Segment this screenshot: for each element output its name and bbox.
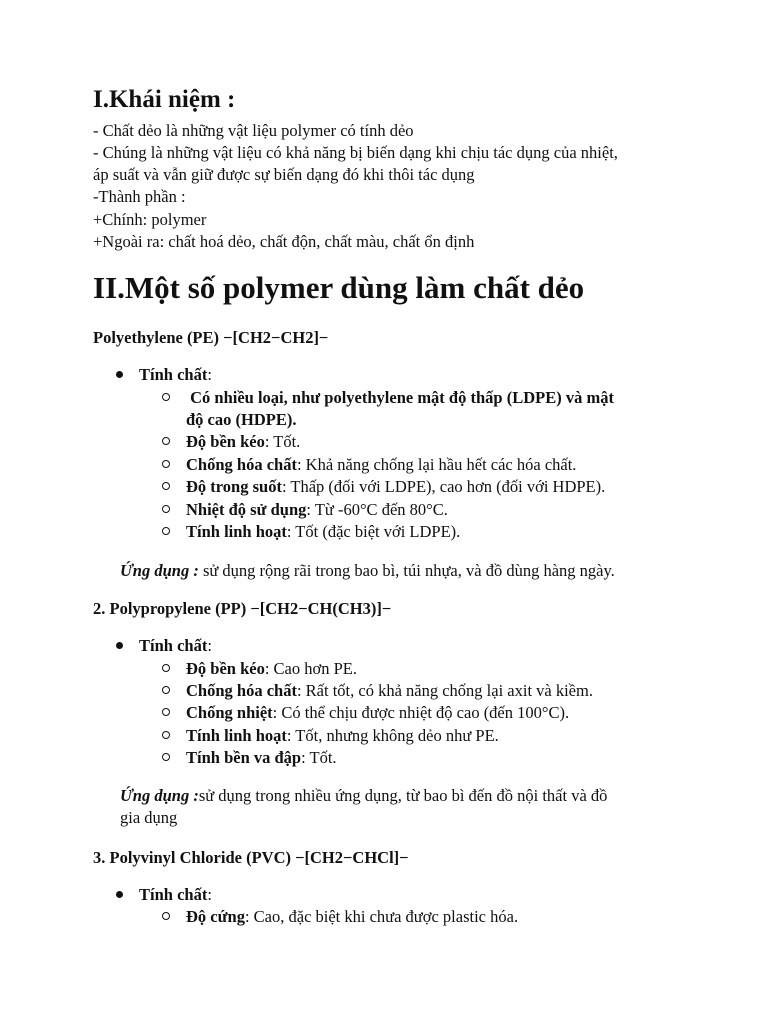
pvc-prop-1-term: Độ cứng	[186, 907, 245, 926]
section1-line-3: áp suất và vẫn giữ được sự biến dạng đó khi thôi tác dụng	[93, 165, 475, 184]
pe-prop-5-desc: : Từ -60°C đến 80°C.	[306, 500, 448, 519]
pp-prop-5	[162, 748, 337, 768]
pe-prop-5-term: Nhiệt độ sử dụng	[186, 500, 307, 519]
circle-bullet-icon	[162, 708, 170, 716]
circle-bullet-icon	[162, 460, 170, 468]
circle-bullet-icon	[162, 912, 170, 920]
pe-heading: Polyethylene (PE) −[CH2−CH2]−	[93, 328, 329, 347]
circle-bullet-icon	[162, 437, 170, 445]
pp-app-label: Ứng dụng :	[120, 786, 199, 805]
pp-props-colon: :	[207, 636, 212, 655]
pe-prop-1-term: Có nhiều loại, như polyethylene mật độ thấp (LDPE) và mật	[186, 388, 614, 407]
pe-prop-1	[162, 388, 614, 408]
pe-prop-4-desc: : Thấp (đối với LDPE), cao hơn (đối với HDPE).	[281, 477, 606, 496]
pe-props-colon: :	[207, 365, 212, 384]
pp-props-bullet	[116, 636, 212, 656]
pe-prop-2-term: Độ bền kéo	[186, 432, 265, 451]
pp-application-cont: gia dụng	[120, 808, 178, 827]
section2-title: II.Một số polymer dùng làm chất dẻo	[93, 270, 585, 305]
pp-prop-4-desc: : Tốt, nhưng không dẻo như PE.	[286, 726, 499, 745]
pp-prop-3	[162, 703, 569, 723]
pe-prop-1-continuation: độ cao (HDPE).	[186, 410, 297, 429]
pe-prop-3-term: Chống hóa chất	[186, 455, 297, 474]
pp-prop-3-desc: : Có thể chịu được nhiệt độ cao (đến 100°C).	[272, 703, 570, 722]
pp-application	[120, 786, 607, 806]
pe-prop-6-term: Tính linh hoạt	[186, 522, 287, 541]
pp-app-text: sử dụng trong nhiều ứng dụng, từ bao bì đến đồ nội thất và đồ	[198, 786, 608, 805]
pp-prop-1	[162, 659, 357, 679]
pe-app-label: Ứng dụng :	[120, 561, 199, 580]
pp-prop-3-term: Chống nhiệt	[186, 703, 273, 722]
pp-prop-2	[162, 681, 593, 701]
pp-heading: 2. Polypropylene (PP) −[CH2−CH(CH3)]−	[93, 599, 392, 618]
bullet-dot-icon	[116, 642, 123, 649]
circle-bullet-icon	[162, 505, 170, 513]
pe-props-label: Tính chất	[139, 365, 208, 384]
circle-bullet-icon	[162, 527, 170, 535]
bullet-dot-icon	[116, 891, 123, 898]
pe-prop-6-desc: : Tốt (đặc biệt với LDPE).	[286, 522, 461, 541]
pe-prop-4	[162, 477, 605, 497]
circle-bullet-icon	[162, 393, 170, 401]
pp-prop-5-desc: : Tốt.	[301, 748, 337, 767]
section1-line-6: +Ngoài ra: chất hoá dẻo, chất độn, chất màu, chất ổn định	[93, 232, 475, 251]
pvc-heading: 3. Polyvinyl Chloride (PVC) −[CH2−CHCl]−	[93, 848, 409, 867]
pp-prop-4-term: Tính linh hoạt	[186, 726, 287, 745]
circle-bullet-icon	[162, 664, 170, 672]
pe-app-text: sử dụng rộng rãi trong bao bì, túi nhựa, và đồ dùng hàng ngày.	[198, 561, 615, 580]
section1-line-5: +Chính: polymer	[93, 210, 207, 229]
pvc-props-label: Tính chất	[139, 885, 208, 904]
circle-bullet-icon	[162, 482, 170, 490]
pvc-prop-1-desc: : Cao, đặc biệt khi chưa được plastic hóa.	[244, 907, 519, 926]
pe-prop-2-desc: : Tốt.	[264, 432, 301, 451]
section1-title: I.Khái niệm :	[93, 86, 236, 113]
pe-application	[120, 561, 615, 581]
section1-line-1: - Chất dẻo là những vật liệu polymer có tính dẻo	[93, 121, 414, 140]
pe-prop-2	[162, 432, 300, 452]
bullet-dot-icon	[116, 371, 123, 378]
pe-prop-3-desc: : Khả năng chống lại hầu hết các hóa chất.	[296, 455, 577, 474]
pp-prop-1-term: Độ bền kéo	[186, 659, 265, 678]
pp-prop-5-term: Tính bền va đập	[186, 748, 302, 767]
circle-bullet-icon	[162, 753, 170, 761]
pvc-prop-1	[162, 907, 518, 927]
pp-prop-1-desc: : Cao hơn PE.	[264, 659, 357, 678]
pvc-props-bullet	[116, 885, 212, 905]
pp-prop-4	[162, 726, 499, 746]
pe-prop-3	[162, 455, 576, 475]
pe-prop-4-term: Độ trong suốt	[186, 477, 282, 496]
circle-bullet-icon	[162, 686, 170, 694]
pe-prop-6	[162, 522, 460, 542]
pp-prop-2-desc: : Rất tốt, có khả năng chống lại axit và kiềm.	[296, 681, 593, 700]
pe-prop-5	[162, 500, 448, 520]
pe-props-bullet	[116, 365, 212, 385]
circle-bullet-icon	[162, 731, 170, 739]
pp-props-label: Tính chất	[139, 636, 208, 655]
section1-line-2: - Chúng là những vật liệu có khả năng bị biến dạng khi chịu tác dụng của nhiệt,	[93, 143, 618, 162]
pp-prop-2-term: Chống hóa chất	[186, 681, 297, 700]
section1-line-4: -Thành phần :	[93, 187, 186, 206]
pvc-props-colon: :	[207, 885, 212, 904]
